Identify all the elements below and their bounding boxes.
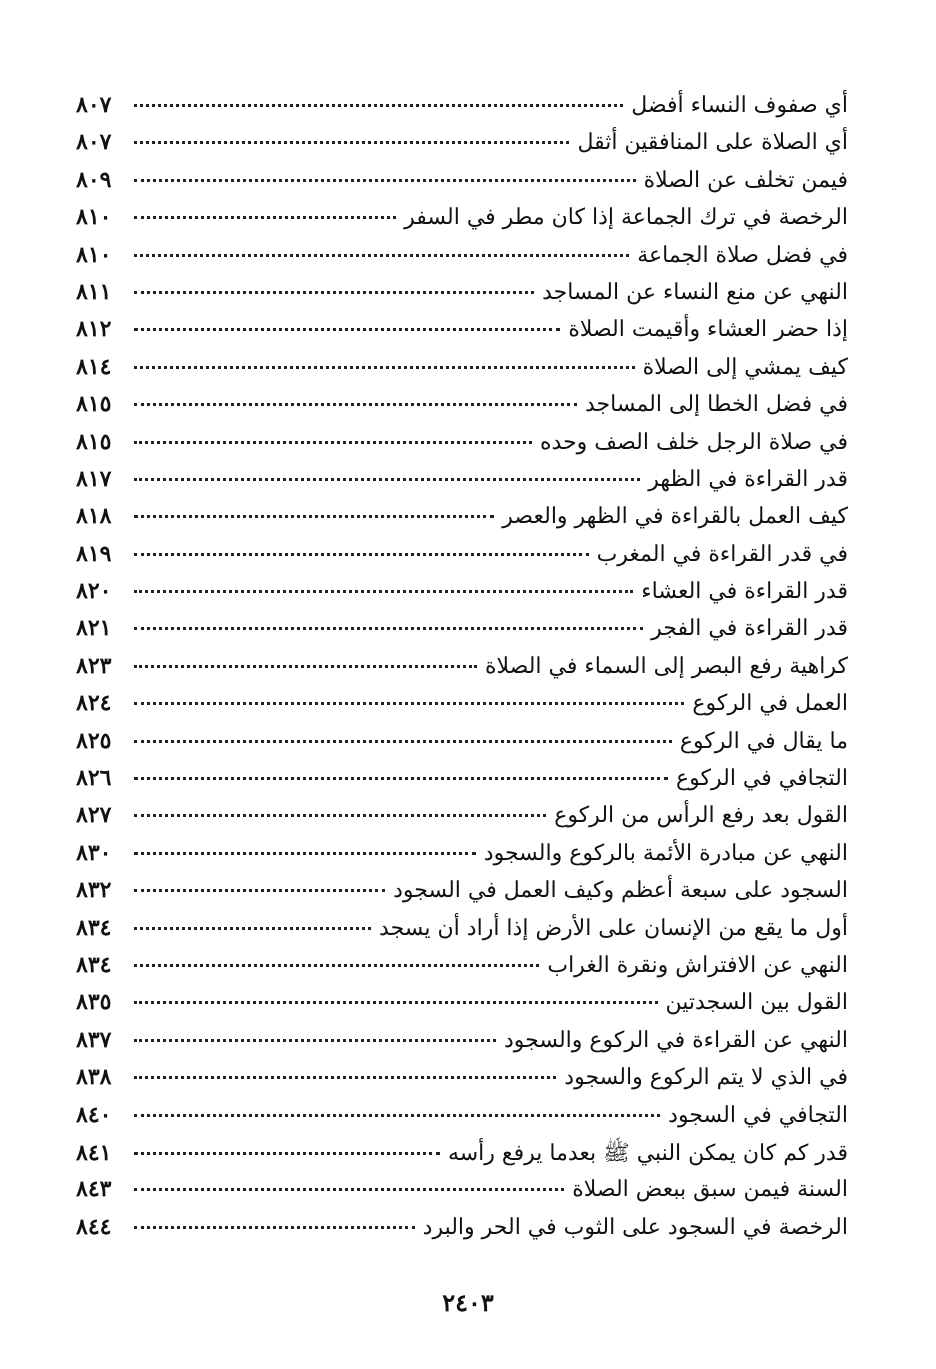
dot-leader: [134, 1114, 660, 1117]
dot-leader: [134, 1039, 496, 1042]
toc-entry-page-number: ٨١٩: [76, 540, 112, 567]
toc-entry: [76, 915, 848, 952]
toc-entry-title: أي صفوف النساء أفضل: [631, 93, 848, 118]
dot-leader: [134, 1001, 658, 1004]
toc-entry-title: الرخصة في ترك الجماعة إذا كان مطر في السفر: [404, 205, 848, 231]
page-number: ٢٤٠٣: [442, 1288, 494, 1317]
toc-entry: [76, 989, 848, 1026]
toc-entry: [76, 316, 848, 353]
dot-leader: [134, 254, 629, 257]
dot-leader: [134, 366, 635, 369]
toc-entry-page-number: ٨٣٠: [76, 839, 112, 866]
toc-entry-page-number: ٨٤٤: [76, 1213, 112, 1240]
toc-entry-page-number: ٨٢٦: [76, 765, 112, 792]
toc-entry-title: أي الصلاة على المنافقين أثقل: [577, 130, 848, 156]
dot-leader: [134, 1076, 556, 1079]
toc-entry-page-number: ٨١٨: [76, 503, 112, 530]
toc-entry: [76, 952, 848, 989]
toc-entry: [76, 690, 848, 727]
toc-entry: [76, 1102, 848, 1139]
toc-entry-page-number: ٨٢٤: [76, 690, 112, 717]
toc-entry-title: كراهية رفع البصر إلى السماء في الصلاة: [485, 653, 848, 679]
dot-leader: [134, 1226, 415, 1229]
dot-leader: [134, 1152, 440, 1155]
toc-entry: [76, 1064, 848, 1101]
toc-entry-title: القول بين السجدتين: [665, 990, 848, 1016]
toc-entry-title: النهي عن القراءة في الركوع والسجود: [503, 1027, 848, 1053]
toc-entry: [76, 802, 848, 839]
dot-leader: [134, 964, 539, 967]
toc-entry-page-number: ٨٠٩: [76, 166, 112, 193]
dot-leader: [134, 889, 385, 892]
toc-entry-title: السجود على سبعة أعظم وكيف العمل في السجود: [393, 878, 848, 904]
dot-leader: [134, 665, 477, 668]
toc-entry: [76, 1214, 848, 1251]
toc-entry-title: السنة فيمن سبق ببعض الصلاة: [572, 1177, 848, 1203]
toc-entry: [76, 840, 848, 877]
dot-leader: [134, 291, 534, 294]
toc-entry-title: قدر القراءة في الفجر: [651, 616, 848, 642]
toc-entry-page-number: ٨١٧: [76, 465, 112, 492]
toc-entry-page-number: ٨٣٥: [76, 989, 112, 1016]
dot-leader: [134, 852, 476, 855]
toc-entry-title: التجافي في السجود: [668, 1102, 848, 1128]
toc-entry-title: في الذي لا يتم الركوع والسجود: [564, 1065, 848, 1091]
toc-entry-title: أول ما يقع من الإنسان على الأرض إذا أراد أن يسجد: [379, 915, 848, 941]
toc-entry: [76, 877, 848, 914]
toc-entry: [76, 1027, 848, 1064]
toc-entry-title: قدر القراءة في العشاء: [641, 579, 848, 605]
dot-leader: [134, 441, 532, 444]
toc-entry-page-number: ٨١١: [76, 278, 112, 305]
toc-entry: [76, 242, 848, 279]
toc-entry-title: إذا حضر العشاء وأقيمت الصلاة: [568, 317, 848, 343]
toc-entry: [76, 391, 848, 428]
dot-leader: [134, 627, 643, 630]
dot-leader: [134, 927, 371, 930]
dot-leader: [134, 141, 569, 144]
toc-entry-title: في صلاة الرجل خلف الصف وحده: [540, 429, 848, 455]
toc-entry: [76, 615, 848, 652]
toc-entry: [76, 1176, 848, 1213]
toc-entry: [76, 429, 848, 466]
toc-entry: [76, 653, 848, 690]
toc-entry-page-number: ٨٣٤: [76, 914, 112, 941]
toc-entry-title: في فضل الخطا إلى المساجد: [584, 392, 848, 418]
dot-leader: [134, 777, 668, 780]
toc-entry-page-number: ٨٤٣: [76, 1176, 112, 1203]
toc-entry: [76, 354, 848, 391]
toc-entry: [76, 728, 848, 765]
toc-entry-page-number: ٨١٢: [76, 316, 112, 343]
toc-entry: [76, 92, 848, 129]
toc-entry-page-number: ٨١٥: [76, 428, 112, 455]
toc-entry-title: الرخصة في السجود على الثوب في الحر والبرد: [422, 1214, 848, 1240]
toc-entry-page-number: ٨٣٢: [76, 877, 112, 904]
toc-entry-page-number: ٨٠٧: [76, 92, 112, 118]
toc-entry-page-number: ٨٢٣: [76, 652, 112, 679]
toc-entry: [76, 541, 848, 578]
toc-entry-page-number: ٨٣٧: [76, 1026, 112, 1053]
toc-entry-page-number: ٨١٠: [76, 204, 112, 231]
dot-leader: [134, 740, 672, 743]
toc-entry-title: فيمن تخلف عن الصلاة: [643, 167, 848, 193]
dot-leader: [134, 216, 396, 219]
toc-entry-title: قدر القراءة في الظهر: [648, 466, 848, 492]
toc-entry-page-number: ٨٢١: [76, 615, 112, 642]
toc-entry-title: العمل في الركوع: [692, 691, 848, 717]
toc-entry: [76, 765, 848, 802]
toc-entry-page-number: ٨٠٧: [76, 129, 112, 156]
toc-entry-title: في قدر القراءة في المغرب: [596, 541, 848, 567]
toc-entry: [76, 204, 848, 241]
toc-entry-title: النهي عن منع النساء عن المساجد: [542, 279, 848, 305]
toc-entry-title: قدر كم كان يمكن النبي ﷺ بعدما يرفع رأسه: [447, 1140, 848, 1166]
toc-entry-title: القول بعد رفع الرأس من الركوع: [554, 803, 848, 829]
toc-entry-page-number: ٨٣٨: [76, 1064, 112, 1091]
toc-entry-title: ما يقال في الركوع: [679, 728, 848, 754]
toc-entry: [76, 167, 848, 204]
toc-entry-page-number: ٨٤٠: [76, 1101, 112, 1128]
dot-leader: [134, 515, 494, 518]
toc-entry: [76, 578, 848, 615]
toc-entry: [76, 1139, 848, 1176]
toc-entry-page-number: ٨١٠: [76, 241, 112, 268]
dot-leader: [134, 590, 633, 593]
toc-entry: [76, 129, 848, 166]
dot-leader: [134, 1188, 564, 1191]
toc-entry-title: النهي عن مبادرة الأئمة بالركوع والسجود: [483, 840, 848, 866]
toc-entry-page-number: ٨٢٠: [76, 578, 112, 605]
toc-entry-title: النهي عن الافتراش ونقرة الغراب: [547, 952, 848, 978]
toc-entry-page-number: ٨١٤: [76, 353, 112, 380]
toc-entry-title: كيف يمشي إلى الصلاة: [642, 354, 848, 380]
dot-leader: [134, 403, 577, 406]
toc-entry-page-number: ٨٤١: [76, 1139, 112, 1166]
table-of-contents: [76, 92, 848, 1251]
toc-entry-page-number: ٨٣٤: [76, 951, 112, 978]
toc-entry-page-number: ٨٢٧: [76, 802, 112, 829]
dot-leader: [134, 179, 636, 182]
dot-leader: [134, 104, 623, 107]
toc-entry-title: في فضل صلاة الجماعة: [637, 242, 848, 268]
toc-entry: [76, 466, 848, 503]
dot-leader: [134, 814, 546, 817]
toc-entry-title: التجافي في الركوع: [676, 766, 848, 792]
dot-leader: [134, 553, 589, 556]
toc-entry-title: كيف العمل بالقراءة في الظهر والعصر: [502, 504, 848, 530]
dot-leader: [134, 328, 560, 331]
dot-leader: [134, 702, 684, 705]
dot-leader: [134, 478, 640, 481]
toc-entry: [76, 503, 848, 540]
toc-entry: [76, 279, 848, 316]
toc-entry-page-number: ٨٢٥: [76, 727, 112, 754]
toc-entry-page-number: ٨١٥: [76, 391, 112, 418]
